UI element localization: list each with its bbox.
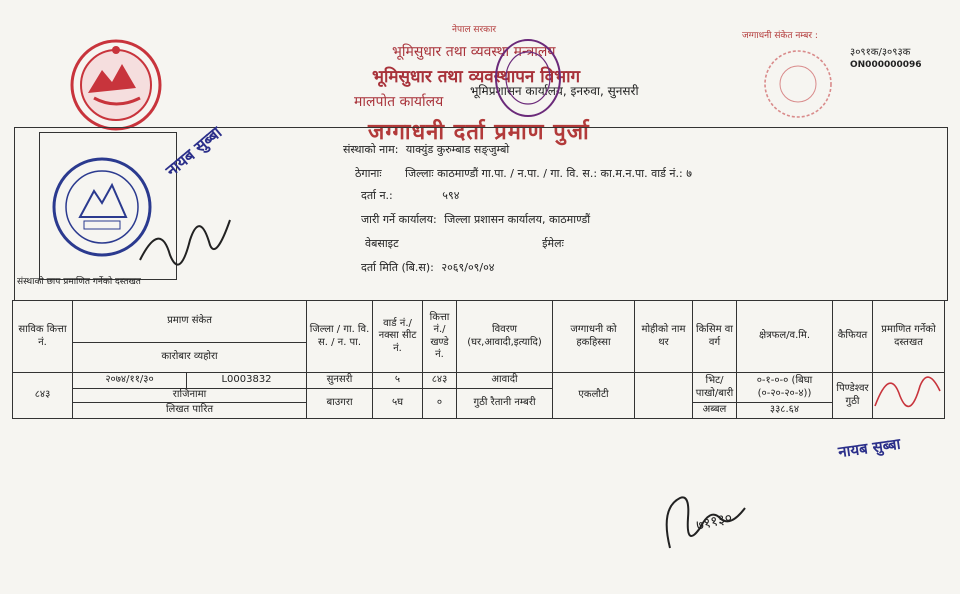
cell-area2: (०-२०-२०-४)) [757,387,812,399]
cell-kitta1: ८४३ [423,373,457,389]
issuing-office-field [361,212,590,227]
col-kisim: किसिम वा वर्ग [693,301,737,373]
nayab-subba-stamp-lower: नायब सुब्बा [837,434,902,462]
cell-sabik: ८४३ [13,373,73,419]
org-name-label: संस्थाको नाम: [343,143,399,156]
stamp-caption: संस्थाको छाप प्रमाणित गर्नेको दस्तखत [17,277,141,287]
email-label: ईमेलः [542,237,564,250]
address-label: ठेगानाः [355,167,382,180]
col-jilla: जिल्ला / गा. वि. स. / न. पा. [307,301,373,373]
org-name-field [343,142,509,157]
org-name-value: याक्युंड कुरुम्बाड सङ्जुम्बो [405,143,510,156]
cell-kaifiyat: पिण्डेश्वर गुठी [833,373,873,419]
office-place: भूमिप्रशासन कार्यालय, इनरुवा, सुनसरी [470,84,639,98]
reg-no-label: दर्ता न.: [361,189,393,202]
office-stamp-purple [492,36,564,120]
cell-kisim1: भिट/पाखो/बारी [693,373,737,403]
col-pramaan: प्रमाण संकेत [73,301,307,343]
cell-karobar2: लिखत पारित [73,403,307,419]
nayab-subba-stamp: नायब सुब्बा [162,122,226,181]
address-value: जिल्लाः काठमाण्डौं गा.पा. / न.पा. / गा. वि. स.: का.म.न.पा. वार्ड नं.: ७ [405,167,692,180]
col-bibaran: विवरण (घर,आवादी,इत्यादि) [457,301,553,373]
issuing-office-label: जारी गर्ने कार्यालय: [361,213,437,226]
col-kaifiyat: कैफियत [833,301,873,373]
department-title: भूमिसुधार तथा व्यवस्थापन विभाग [372,67,581,87]
col-hakhissa: जग्गाधनी को हकहिस्सा [553,301,635,373]
sign-number: ७११३० [694,509,734,535]
col-karobar: कारोबार व्यहोरा [73,343,307,373]
cell-karobar1: राजिनामा [73,389,307,403]
issuing-office-value: जिल्ला प्रशासन कार्यालय, काठमाण्डौं [444,213,591,226]
office-label: मालपोत कार्यालय [354,94,444,110]
land-record-table [12,300,945,419]
col-area: क्षेत्रफल/व.मि. [737,301,833,373]
cell-mohi [635,373,693,419]
cell-ward2: ५घ [373,389,423,419]
website-label: वेबसाइट [365,237,399,250]
cell-jilla2: बाउगरा [307,389,373,419]
cell-date: २०७४/११/३० [73,373,187,389]
reg-date-value: २०६९/०९/०४ [441,261,495,274]
cell-kisim2: अब्बल [693,403,737,419]
nepal-emblem-icon [64,38,168,132]
reg-no-field [361,188,459,203]
cell-jilla1: सुनसरी [307,373,373,389]
serial-label: जग्गाधनी संकेत नम्बर : [742,31,818,41]
office-round-stamp [762,48,834,120]
col-mohi: मोहीको नाम थर [635,301,693,373]
signature-top-icon [130,200,240,290]
reg-no-value: ५९४ [442,189,460,202]
signature-right-icon [870,356,950,426]
cell-code: L0003832 [187,373,307,389]
col-sabik: साविक कित्ता नं. [13,301,73,373]
cell-bibaran1: आवादी [457,373,553,389]
col-ward: वार्ड नं./ नक्सा सीट नं. [373,301,423,373]
cell-area1: ०-१-०-० (बिघा [756,375,813,386]
cell-area12 [737,373,833,403]
gov-label: नेपाल सरकार [452,25,497,35]
reg-date-field [361,260,495,275]
ministry-title: भूमिसुधार तथा व्यवस्था मन्त्रालय [392,44,556,60]
website-field [365,236,564,251]
cell-bibaran2: गुठी रैतानी नम्बरी [457,389,553,419]
cell-kitta2: ० [423,389,457,419]
certificate-title: जग्गाधनी दर्ता प्रमाण पुर्जा [368,120,590,145]
cell-hakhissa: एकलौटी [553,373,635,419]
cell-area3: ३३८.६४ [737,403,833,419]
serial-code: ON000000096 [850,60,922,70]
col-kitta: कित्ता नं./ खण्डे नं. [423,301,457,373]
address-field [355,166,692,181]
cell-ward1: ५ [373,373,423,389]
serial-value: ३०९१क/३०९३क [850,47,911,58]
reg-date-label: दर्ता मिति (बि.स): [361,261,434,274]
col-pramanit: प्रमाणित गर्नेको दस्तखत [873,301,945,373]
